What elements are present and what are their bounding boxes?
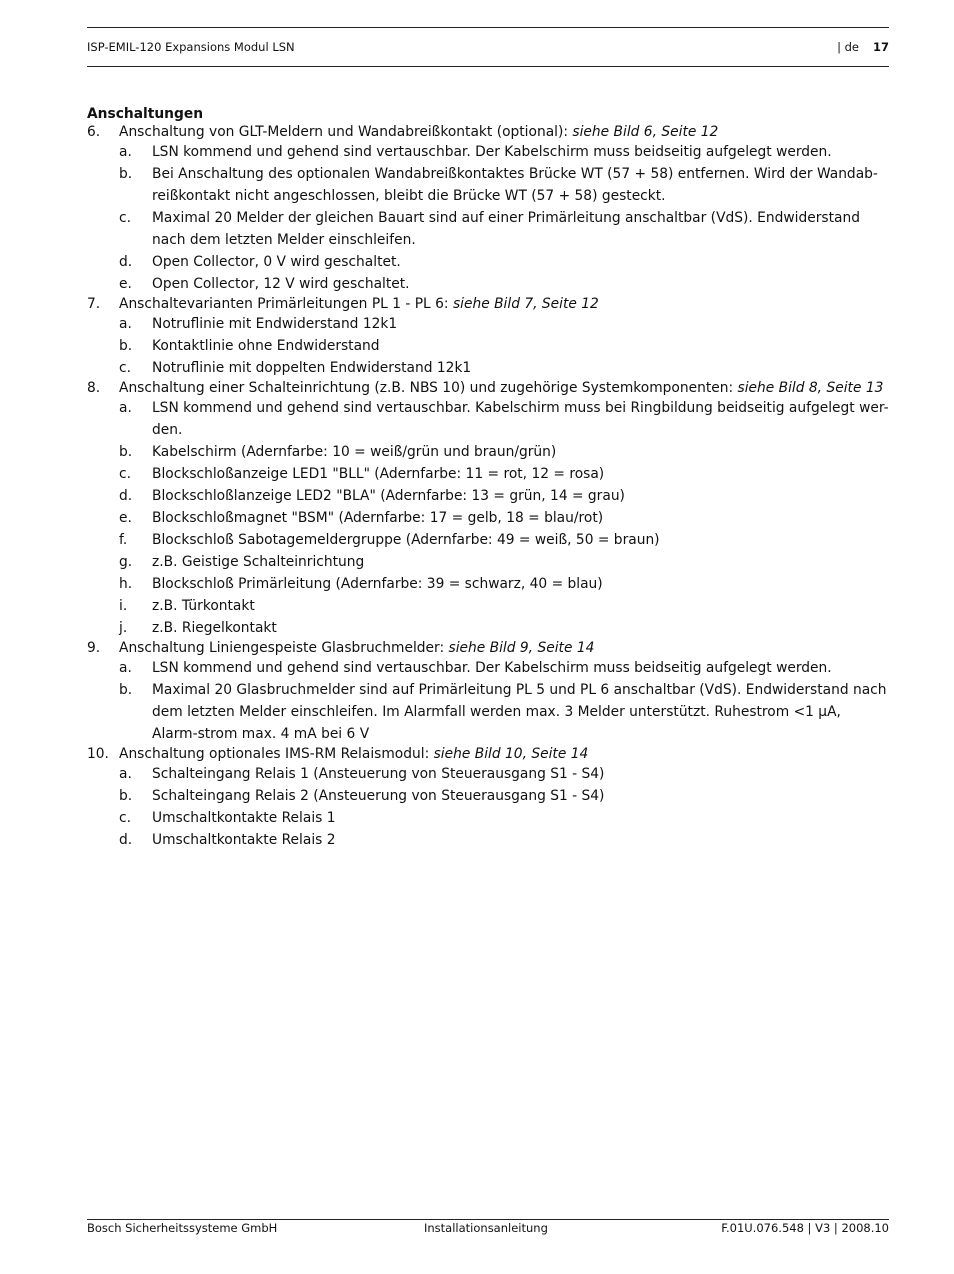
sub-item <box>87 357 889 379</box>
sub-item <box>87 273 889 295</box>
sub-item-text: Schalteingang Relais 2 (Ansteuerung von Steuerausgang S1 - S4) <box>152 788 605 804</box>
sub-item-letter: d. <box>119 832 133 848</box>
footer-rule <box>87 1219 889 1220</box>
sub-item-text: Open Collector, 0 V wird geschaltet. <box>152 254 401 270</box>
sub-item-letter: b. <box>119 444 133 460</box>
sub-item <box>87 679 889 745</box>
sub-item-letter: c. <box>119 210 131 226</box>
item-text: Anschaltung einer Schalteinrichtung (z.B. NBS 10) und zugehörige Systemkomponenten: <box>119 380 738 396</box>
sub-item-text: z.B. Geistige Schalteinrichtung <box>152 554 365 570</box>
header-title: ISP-EMIL-120 Expansions Modul LSN <box>87 40 295 54</box>
footer-doc-type: Installationsanleitung <box>424 1221 548 1235</box>
header-language: | de <box>837 40 859 54</box>
header-page-info <box>837 40 889 54</box>
item-number: 8. <box>87 380 101 396</box>
figure-reference: siehe Bild 7, Seite 12 <box>452 296 599 312</box>
sub-item <box>87 313 889 335</box>
sub-item <box>87 657 889 679</box>
sub-item-text: Umschaltkontakte Relais 1 <box>152 810 336 826</box>
sub-item-text: Blockschloßlanzeige LED2 "BLA" (Adernfarbe: 13 = grün, 14 = grau) <box>152 488 625 504</box>
sub-item-letter: c. <box>119 360 131 376</box>
sub-item <box>87 335 889 357</box>
sub-item <box>87 551 889 573</box>
sub-item-letter: b. <box>119 338 133 354</box>
item-text: Anschaltevarianten Primärleitungen PL 1 - PL 6: <box>119 296 453 312</box>
list-item <box>87 639 889 657</box>
sub-item <box>87 617 889 639</box>
sub-item-text: Umschaltkontakte Relais 2 <box>152 832 336 848</box>
sub-item <box>87 463 889 485</box>
figure-reference: siehe Bild 9, Seite 14 <box>448 640 595 656</box>
figure-reference: siehe Bild 10, Seite 14 <box>433 746 589 762</box>
item-number: 9. <box>87 640 101 656</box>
sub-item-text: Kontaktlinie ohne Endwiderstand <box>152 338 380 354</box>
item-text: Anschaltung von GLT-Meldern und Wandabreißkontakt (optional): <box>119 124 573 140</box>
list-item <box>87 123 889 141</box>
sub-item-letter: a. <box>119 766 132 782</box>
sub-item-letter: a. <box>119 316 132 332</box>
sub-item-text: Blockschloßanzeige LED1 "BLL" (Adernfarbe: 11 = rot, 12 = rosa) <box>152 466 605 482</box>
sub-item-letter: b. <box>119 788 133 804</box>
sub-item <box>87 507 889 529</box>
sub-item <box>87 595 889 617</box>
sub-item-letter: b. <box>119 682 133 698</box>
sub-item-letter: j. <box>119 620 128 636</box>
figure-reference: siehe Bild 8, Seite 13 <box>737 380 884 396</box>
sub-item <box>87 529 889 551</box>
sub-item-letter: i. <box>119 598 128 614</box>
sub-item-letter: b. <box>119 166 133 182</box>
sub-item-letter: a. <box>119 144 132 160</box>
sub-item-letter: d. <box>119 488 133 504</box>
sub-item <box>87 397 889 441</box>
sub-item <box>87 441 889 463</box>
sub-item-letter: a. <box>119 660 132 676</box>
sub-item <box>87 163 889 207</box>
list-item <box>87 379 889 397</box>
item-number: 6. <box>87 124 101 140</box>
item-number: 10. <box>87 746 109 762</box>
sub-item-text: LSN kommend und gehend sind vertauschbar. Der Kabelschirm muss beidseitig aufgelegt werden. <box>152 660 832 676</box>
sub-item-text: z.B. Riegelkontakt <box>152 620 277 636</box>
sub-item-letter: c. <box>119 466 131 482</box>
sub-item-letter: h. <box>119 576 133 592</box>
instruction-list <box>87 123 889 851</box>
header-bottom-rule <box>87 66 889 67</box>
sub-item-text: Schalteingang Relais 1 (Ansteuerung von Steuerausgang S1 - S4) <box>152 766 605 782</box>
document-body <box>87 105 889 851</box>
sub-item <box>87 207 889 251</box>
sub-item <box>87 763 889 785</box>
sub-item-letter: e. <box>119 510 132 526</box>
sub-item-text: Notruflinie mit Endwiderstand 12k1 <box>152 316 398 332</box>
sub-item-letter: a. <box>119 400 132 416</box>
sub-item <box>87 785 889 807</box>
sub-item <box>87 829 889 851</box>
item-number: 7. <box>87 296 101 312</box>
sub-item <box>87 485 889 507</box>
sub-item-text: LSN kommend und gehend sind vertauschbar. Der Kabelschirm muss beidseitig aufgelegt werden. <box>152 144 832 160</box>
sub-item <box>87 251 889 273</box>
figure-reference: siehe Bild 6, Seite 12 <box>572 124 719 140</box>
sub-item-letter: c. <box>119 810 131 826</box>
sub-item <box>87 807 889 829</box>
item-text: Anschaltung optionales IMS-RM Relaismodul: <box>119 746 434 762</box>
section-title: Anschaltungen <box>87 106 204 122</box>
sub-item-text: Notruflinie mit doppelten Endwiderstand 12k1 <box>152 360 472 376</box>
sub-item-text: Blockschloß Sabotagemeldergruppe (Adernfarbe: 49 = weiß, 50 = braun) <box>152 532 660 548</box>
header-top-rule <box>87 27 889 28</box>
sub-item-text: Kabelschirm (Adernfarbe: 10 = weiß/grün und braun/grün) <box>152 444 557 460</box>
sub-item-letter: g. <box>119 554 133 570</box>
sub-item <box>87 573 889 595</box>
sub-item-text: Maximal 20 Melder der gleichen Bauart sind auf einer Primärleitung anschaltbar (VdS). Endwiderstand nach dem letzten Melder einschleifen. <box>152 210 860 248</box>
sub-item-text: Bei Anschaltung des optionalen Wandabreißkontaktes Brücke WT (57 + 58) entfernen. Wird der Wandab-reißkontakt nicht angeschlossen, bleibt die Brücke WT (57 + 58) gesteckt. <box>152 166 878 204</box>
sub-item-text: z.B. Türkontakt <box>152 598 255 614</box>
sub-item-text: Maximal 20 Glasbruchmelder sind auf Primärleitung PL 5 und PL 6 anschaltbar (VdS). Endwiderstand nach dem letzten Melder einschleifen. Im Alarmfall werden max. 3 Melder unterstützt. Ruhestrom <1 µA, Alarm-strom max. 4 mA bei 6 V <box>152 682 887 742</box>
sub-item-text: Blockschloß Primärleitung (Adernfarbe: 39 = schwarz, 40 = blau) <box>152 576 603 592</box>
footer-company: Bosch Sicherheitssysteme GmbH <box>87 1221 278 1235</box>
page-number: 17 <box>872 40 889 54</box>
footer-doc-number: F.01U.076.548 | V3 | 2008.10 <box>721 1221 889 1235</box>
sub-item-text: Open Collector, 12 V wird geschaltet. <box>152 276 410 292</box>
sub-item <box>87 141 889 163</box>
list-item <box>87 295 889 313</box>
item-text: Anschaltung Liniengespeiste Glasbruchmelder: <box>119 640 449 656</box>
sub-item-text: LSN kommend und gehend sind vertauschbar. Kabelschirm muss bei Ringbildung beidseitig aufgelegt wer-den. <box>152 400 889 438</box>
sub-item-letter: e. <box>119 276 132 292</box>
sub-item-letter: f. <box>119 532 128 548</box>
sub-item-letter: d. <box>119 254 133 270</box>
sub-item-text: Blockschloßmagnet "BSM" (Adernfarbe: 17 = gelb, 18 = blau/rot) <box>152 510 604 526</box>
list-item <box>87 745 889 763</box>
